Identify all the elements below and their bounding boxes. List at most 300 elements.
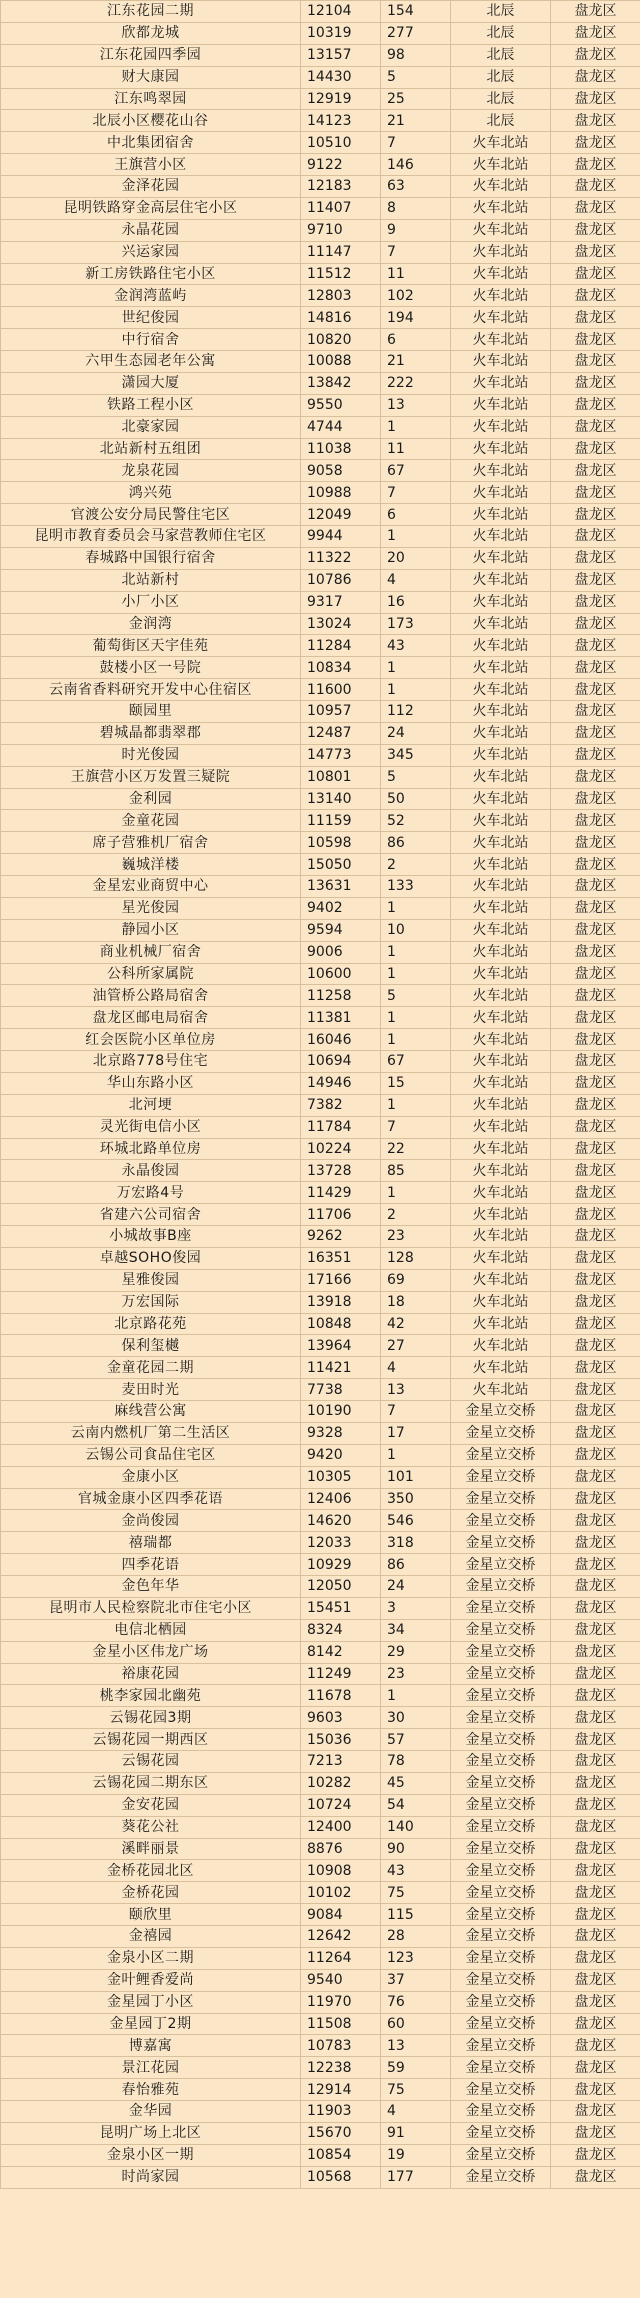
district-cell: 盘龙区 (551, 1029, 640, 1051)
unit-price-cell: 12104 (301, 1, 381, 23)
community-name-cell: 省建六公司宿舍 (1, 1204, 301, 1226)
community-name-cell: 麻线营公寓 (1, 1401, 301, 1423)
table-row (1, 1772, 640, 1794)
unit-price-cell: 11322 (301, 547, 381, 569)
business-area-cell: 火车北站 (451, 1379, 551, 1401)
listing-count-cell: 1 (381, 416, 451, 438)
listing-count-cell: 1 (381, 1182, 451, 1204)
unit-price-cell: 11706 (301, 1204, 381, 1226)
community-name-cell: 时光俊园 (1, 744, 301, 766)
listing-count-cell: 60 (381, 2013, 451, 2035)
business-area-cell: 火车北站 (451, 547, 551, 569)
listing-count-cell: 75 (381, 1882, 451, 1904)
business-area-cell: 火车北站 (451, 744, 551, 766)
listing-count-cell: 63 (381, 176, 451, 198)
listing-count-cell: 3 (381, 1597, 451, 1619)
business-area-cell: 金星立交桥 (451, 2166, 551, 2188)
community-name-cell: 静园小区 (1, 919, 301, 941)
listing-count-cell: 1 (381, 526, 451, 548)
community-name-cell: 金星宏业商贸中心 (1, 876, 301, 898)
business-area-cell: 火车北站 (451, 1313, 551, 1335)
community-name-cell: 北站新村 (1, 569, 301, 591)
unit-price-cell: 12183 (301, 176, 381, 198)
table-row (1, 722, 640, 744)
listing-count-cell: 1 (381, 1029, 451, 1051)
listing-count-cell: 154 (381, 1, 451, 23)
unit-price-cell: 14816 (301, 307, 381, 329)
district-cell: 盘龙区 (551, 1685, 640, 1707)
unit-price-cell: 11258 (301, 985, 381, 1007)
table-row (1, 1138, 640, 1160)
district-cell: 盘龙区 (551, 1313, 640, 1335)
table-row (1, 810, 640, 832)
community-name-cell: 金康小区 (1, 1466, 301, 1488)
business-area-cell: 火车北站 (451, 176, 551, 198)
table-row (1, 1532, 640, 1554)
community-name-cell: 世纪俊园 (1, 307, 301, 329)
table-row (1, 110, 640, 132)
listing-count-cell: 102 (381, 285, 451, 307)
unit-price-cell: 10834 (301, 657, 381, 679)
unit-price-cell: 12919 (301, 88, 381, 110)
table-row (1, 66, 640, 88)
listing-count-cell: 45 (381, 1772, 451, 1794)
table-row (1, 1051, 640, 1073)
unit-price-cell: 7382 (301, 1094, 381, 1116)
listing-count-cell: 76 (381, 1991, 451, 2013)
listing-count-cell: 1 (381, 963, 451, 985)
community-name-cell: 北站新村五组团 (1, 438, 301, 460)
business-area-cell: 火车北站 (451, 722, 551, 744)
community-name-cell: 江东鸣翠园 (1, 88, 301, 110)
district-cell: 盘龙区 (551, 2144, 640, 2166)
unit-price-cell: 11512 (301, 263, 381, 285)
business-area-cell: 火车北站 (451, 657, 551, 679)
community-name-cell: 金润湾蓝屿 (1, 285, 301, 307)
business-area-cell: 金星立交桥 (451, 1663, 551, 1685)
district-cell: 盘龙区 (551, 110, 640, 132)
table-row (1, 679, 640, 701)
community-name-cell: 新工房铁路住宅小区 (1, 263, 301, 285)
community-name-cell: 金安花园 (1, 1794, 301, 1816)
unit-price-cell: 10908 (301, 1860, 381, 1882)
district-cell: 盘龙区 (551, 1860, 640, 1882)
table-row (1, 1707, 640, 1729)
community-name-cell: 禧瑞都 (1, 1532, 301, 1554)
district-cell: 盘龙区 (551, 1335, 640, 1357)
table-row (1, 2035, 640, 2057)
listing-count-cell: 50 (381, 788, 451, 810)
business-area-cell: 火车北站 (451, 1029, 551, 1051)
table-row (1, 176, 640, 198)
business-area-cell: 金星立交桥 (451, 1422, 551, 1444)
listing-count-cell: 10 (381, 919, 451, 941)
unit-price-cell: 14773 (301, 744, 381, 766)
unit-price-cell: 9084 (301, 1904, 381, 1926)
community-name-cell: 金润湾 (1, 613, 301, 635)
listing-count-cell: 27 (381, 1335, 451, 1357)
listing-count-cell: 173 (381, 613, 451, 635)
table-row (1, 788, 640, 810)
table-row (1, 1291, 640, 1313)
district-cell: 盘龙区 (551, 197, 640, 219)
business-area-cell: 火车北站 (451, 985, 551, 1007)
listing-count-cell: 78 (381, 1751, 451, 1773)
unit-price-cell: 15670 (301, 2122, 381, 2144)
unit-price-cell: 9603 (301, 1707, 381, 1729)
listing-count-cell: 546 (381, 1510, 451, 1532)
table-row (1, 897, 640, 919)
district-cell: 盘龙区 (551, 66, 640, 88)
district-cell: 盘龙区 (551, 1969, 640, 1991)
table-row (1, 1947, 640, 1969)
listing-count-cell: 11 (381, 263, 451, 285)
business-area-cell: 火车北站 (451, 197, 551, 219)
unit-price-cell: 10783 (301, 2035, 381, 2057)
listing-count-cell: 24 (381, 722, 451, 744)
business-area-cell: 金星立交桥 (451, 1401, 551, 1423)
table-row (1, 1247, 640, 1269)
unit-price-cell: 12406 (301, 1488, 381, 1510)
unit-price-cell: 10305 (301, 1466, 381, 1488)
community-name-cell: 北京路花苑 (1, 1313, 301, 1335)
district-cell: 盘龙区 (551, 263, 640, 285)
business-area-cell: 火车北站 (451, 1094, 551, 1116)
table-row (1, 394, 640, 416)
business-area-cell: 火车北站 (451, 876, 551, 898)
unit-price-cell: 11429 (301, 1182, 381, 1204)
business-area-cell: 火车北站 (451, 351, 551, 373)
business-area-cell: 火车北站 (451, 1226, 551, 1248)
district-cell: 盘龙区 (551, 2101, 640, 2123)
listing-count-cell: 7 (381, 241, 451, 263)
listing-count-cell: 5 (381, 766, 451, 788)
district-cell: 盘龙区 (551, 1597, 640, 1619)
unit-price-cell: 11038 (301, 438, 381, 460)
community-name-cell: 盘龙区邮电局宿舍 (1, 1007, 301, 1029)
table-row (1, 963, 640, 985)
community-name-cell: 昆明铁路穿金高层住宅小区 (1, 197, 301, 219)
district-cell: 盘龙区 (551, 657, 640, 679)
community-name-cell: 碧城晶都翡翠郡 (1, 722, 301, 744)
business-area-cell: 北辰 (451, 1, 551, 23)
community-name-cell: 万宏路4号 (1, 1182, 301, 1204)
community-name-cell: 江东花园四季园 (1, 44, 301, 66)
district-cell: 盘龙区 (551, 569, 640, 591)
district-cell: 盘龙区 (551, 744, 640, 766)
district-cell: 盘龙区 (551, 701, 640, 723)
table-row (1, 2013, 640, 2035)
community-name-cell: 公科所家属院 (1, 963, 301, 985)
business-area-cell: 北辰 (451, 22, 551, 44)
business-area-cell: 金星立交桥 (451, 1619, 551, 1641)
listing-count-cell: 28 (381, 1926, 451, 1948)
table-row (1, 504, 640, 526)
table-row (1, 241, 640, 263)
business-area-cell: 金星立交桥 (451, 1641, 551, 1663)
business-area-cell: 金星立交桥 (451, 1816, 551, 1838)
unit-price-cell: 9944 (301, 526, 381, 548)
district-cell: 盘龙区 (551, 1269, 640, 1291)
listing-count-cell: 69 (381, 1269, 451, 1291)
table-row (1, 2079, 640, 2101)
district-cell: 盘龙区 (551, 88, 640, 110)
table-row (1, 1663, 640, 1685)
business-area-cell: 火车北站 (451, 482, 551, 504)
business-area-cell: 火车北站 (451, 394, 551, 416)
community-name-cell: 春怡雅苑 (1, 2079, 301, 2101)
listing-count-cell: 7 (381, 482, 451, 504)
business-area-cell: 北辰 (451, 44, 551, 66)
unit-price-cell: 10088 (301, 351, 381, 373)
business-area-cell: 火车北站 (451, 1247, 551, 1269)
community-name-cell: 金泉小区一期 (1, 2144, 301, 2166)
listing-count-cell: 19 (381, 2144, 451, 2166)
business-area-cell: 金星立交桥 (451, 1444, 551, 1466)
community-name-cell: 永晶花园 (1, 219, 301, 241)
district-cell: 盘龙区 (551, 1751, 640, 1773)
business-area-cell: 金星立交桥 (451, 1597, 551, 1619)
business-area-cell: 火车北站 (451, 219, 551, 241)
district-cell: 盘龙区 (551, 1051, 640, 1073)
business-area-cell: 金星立交桥 (451, 1532, 551, 1554)
unit-price-cell: 10786 (301, 569, 381, 591)
listing-count-cell: 86 (381, 1554, 451, 1576)
unit-price-cell: 10190 (301, 1401, 381, 1423)
district-cell: 盘龙区 (551, 1007, 640, 1029)
listing-count-cell: 11 (381, 438, 451, 460)
listing-count-cell: 222 (381, 372, 451, 394)
listing-count-cell: 23 (381, 1663, 451, 1685)
district-cell: 盘龙区 (551, 1488, 640, 1510)
district-cell: 盘龙区 (551, 810, 640, 832)
listing-count-cell: 21 (381, 351, 451, 373)
community-name-cell: 商业机械厂宿舍 (1, 941, 301, 963)
listing-count-cell: 18 (381, 1291, 451, 1313)
table-row (1, 591, 640, 613)
community-name-cell: 江东花园二期 (1, 1, 301, 23)
unit-price-cell: 13918 (301, 1291, 381, 1313)
listing-count-cell: 6 (381, 504, 451, 526)
listing-count-cell: 52 (381, 810, 451, 832)
community-name-cell: 云锡公司食品住宅区 (1, 1444, 301, 1466)
unit-price-cell: 10600 (301, 963, 381, 985)
unit-price-cell: 9402 (301, 897, 381, 919)
table-row (1, 1116, 640, 1138)
listing-count-cell: 43 (381, 635, 451, 657)
unit-price-cell: 8142 (301, 1641, 381, 1663)
business-area-cell: 北辰 (451, 88, 551, 110)
community-name-cell: 云南内燃机厂第二生活区 (1, 1422, 301, 1444)
table-row (1, 22, 640, 44)
table-row (1, 766, 640, 788)
district-cell: 盘龙区 (551, 394, 640, 416)
table-row (1, 1204, 640, 1226)
table-row (1, 1160, 640, 1182)
table-row (1, 1488, 640, 1510)
district-cell: 盘龙区 (551, 2079, 640, 2101)
district-cell: 盘龙区 (551, 941, 640, 963)
district-cell: 盘龙区 (551, 788, 640, 810)
district-cell: 盘龙区 (551, 1182, 640, 1204)
district-cell: 盘龙区 (551, 1160, 640, 1182)
district-cell: 盘龙区 (551, 2035, 640, 2057)
district-cell: 盘龙区 (551, 460, 640, 482)
listing-count-cell: 5 (381, 66, 451, 88)
unit-price-cell: 12642 (301, 1926, 381, 1948)
unit-price-cell: 7213 (301, 1751, 381, 1773)
listing-count-cell: 2 (381, 854, 451, 876)
business-area-cell: 火车北站 (451, 941, 551, 963)
table-row (1, 154, 640, 176)
unit-price-cell: 11421 (301, 1357, 381, 1379)
table-row (1, 88, 640, 110)
business-area-cell: 火车北站 (451, 1072, 551, 1094)
business-area-cell: 金星立交桥 (451, 2057, 551, 2079)
table-row (1, 526, 640, 548)
community-name-cell: 金桥花园 (1, 1882, 301, 1904)
unit-price-cell: 10724 (301, 1794, 381, 1816)
unit-price-cell: 10848 (301, 1313, 381, 1335)
unit-price-cell: 10282 (301, 1772, 381, 1794)
business-area-cell: 金星立交桥 (451, 1554, 551, 1576)
listing-count-cell: 67 (381, 1051, 451, 1073)
community-name-cell: 云锡花园3期 (1, 1707, 301, 1729)
district-cell: 盘龙区 (551, 1904, 640, 1926)
unit-price-cell: 8324 (301, 1619, 381, 1641)
community-name-cell: 欣都龙城 (1, 22, 301, 44)
community-name-cell: 北京路778号住宅 (1, 1051, 301, 1073)
business-area-cell: 火车北站 (451, 241, 551, 263)
business-area-cell: 火车北站 (451, 154, 551, 176)
community-name-cell: 葡萄街区天宇佳苑 (1, 635, 301, 657)
table-row (1, 1, 640, 23)
listing-count-cell: 7 (381, 1401, 451, 1423)
unit-price-cell: 9058 (301, 460, 381, 482)
business-area-cell: 火车北站 (451, 132, 551, 154)
community-name-cell: 金尚俊园 (1, 1510, 301, 1532)
business-area-cell: 火车北站 (451, 919, 551, 941)
unit-price-cell: 11147 (301, 241, 381, 263)
district-cell: 盘龙区 (551, 504, 640, 526)
table-row (1, 1466, 640, 1488)
listing-count-cell: 115 (381, 1904, 451, 1926)
unit-price-cell: 15036 (301, 1729, 381, 1751)
unit-price-cell: 10929 (301, 1554, 381, 1576)
community-name-cell: 四季花语 (1, 1554, 301, 1576)
table-row (1, 1226, 640, 1248)
district-cell: 盘龙区 (551, 1422, 640, 1444)
unit-price-cell: 16351 (301, 1247, 381, 1269)
unit-price-cell: 9262 (301, 1226, 381, 1248)
business-area-cell: 北辰 (451, 110, 551, 132)
district-cell: 盘龙区 (551, 1641, 640, 1663)
table-row (1, 1838, 640, 1860)
district-cell: 盘龙区 (551, 241, 640, 263)
community-name-cell: 灵光街电信小区 (1, 1116, 301, 1138)
business-area-cell: 金星立交桥 (451, 2122, 551, 2144)
unit-price-cell: 13631 (301, 876, 381, 898)
unit-price-cell: 12238 (301, 2057, 381, 2079)
district-cell: 盘龙区 (551, 591, 640, 613)
listing-count-cell: 1 (381, 1444, 451, 1466)
listing-count-cell: 43 (381, 1860, 451, 1882)
table-row (1, 569, 640, 591)
community-name-cell: 六甲生态园老年公寓 (1, 351, 301, 373)
unit-price-cell: 11249 (301, 1663, 381, 1685)
business-area-cell: 金星立交桥 (451, 1882, 551, 1904)
community-name-cell: 北河埂 (1, 1094, 301, 1116)
unit-price-cell: 9420 (301, 1444, 381, 1466)
listing-count-cell: 140 (381, 1816, 451, 1838)
community-name-cell: 金星园丁小区 (1, 1991, 301, 2013)
district-cell: 盘龙区 (551, 1226, 640, 1248)
unit-price-cell: 9006 (301, 941, 381, 963)
community-name-cell: 北豪家园 (1, 416, 301, 438)
table-row (1, 854, 640, 876)
unit-price-cell: 11407 (301, 197, 381, 219)
business-area-cell: 火车北站 (451, 963, 551, 985)
business-area-cell: 火车北站 (451, 438, 551, 460)
community-name-cell: 时尚家园 (1, 2166, 301, 2188)
unit-price-cell: 12400 (301, 1816, 381, 1838)
listing-count-cell: 8 (381, 197, 451, 219)
business-area-cell: 金星立交桥 (451, 1729, 551, 1751)
district-cell: 盘龙区 (551, 1138, 640, 1160)
district-cell: 盘龙区 (551, 44, 640, 66)
table-row (1, 1641, 640, 1663)
unit-price-cell: 10319 (301, 22, 381, 44)
table-row (1, 307, 640, 329)
unit-price-cell: 11600 (301, 679, 381, 701)
listing-count-cell: 90 (381, 1838, 451, 1860)
community-name-cell: 星雅俊园 (1, 1269, 301, 1291)
listing-count-cell: 133 (381, 876, 451, 898)
table-row (1, 1685, 640, 1707)
business-area-cell: 火车北站 (451, 372, 551, 394)
community-name-cell: 溪畔丽景 (1, 1838, 301, 1860)
unit-price-cell: 16046 (301, 1029, 381, 1051)
community-name-cell: 金星园丁2期 (1, 2013, 301, 2035)
table-row (1, 1860, 640, 1882)
unit-price-cell: 12049 (301, 504, 381, 526)
community-name-cell: 昆明广场上北区 (1, 2122, 301, 2144)
unit-price-cell: 13728 (301, 1160, 381, 1182)
unit-price-cell: 10957 (301, 701, 381, 723)
community-name-cell: 云锡花园二期东区 (1, 1772, 301, 1794)
listing-count-cell: 177 (381, 2166, 451, 2188)
business-area-cell: 火车北站 (451, 832, 551, 854)
table-row (1, 2101, 640, 2123)
district-cell: 盘龙区 (551, 1991, 640, 2013)
table-row (1, 1335, 640, 1357)
table-row (1, 1269, 640, 1291)
table-row (1, 1794, 640, 1816)
district-cell: 盘龙区 (551, 416, 640, 438)
district-cell: 盘龙区 (551, 1816, 640, 1838)
community-name-cell: 金泉小区二期 (1, 1947, 301, 1969)
district-cell: 盘龙区 (551, 854, 640, 876)
listing-count-cell: 59 (381, 2057, 451, 2079)
table-row (1, 1904, 640, 1926)
unit-price-cell: 9710 (301, 219, 381, 241)
listing-count-cell: 5 (381, 985, 451, 1007)
business-area-cell: 火车北站 (451, 416, 551, 438)
district-cell: 盘龙区 (551, 2166, 640, 2188)
unit-price-cell: 10988 (301, 482, 381, 504)
district-cell: 盘龙区 (551, 832, 640, 854)
unit-price-cell: 10694 (301, 1051, 381, 1073)
